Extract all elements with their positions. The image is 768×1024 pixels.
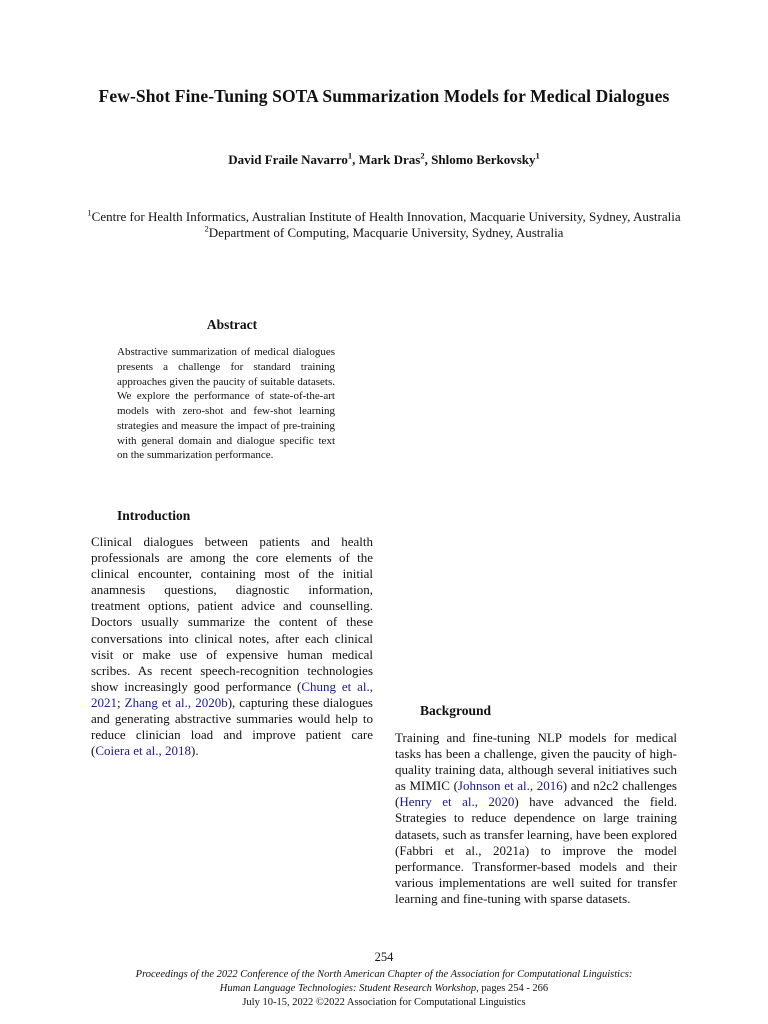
footer-line: July 10-15, 2022 ©2022 Association for Computational Linguistics: [242, 997, 526, 1008]
author-name: David Fraile Navarro: [228, 152, 348, 167]
paper-title: Few-Shot Fine-Tuning SOTA Summarization Models for Medical Dialogues: [98, 86, 670, 106]
page-number: 254: [374, 950, 394, 964]
affiliation-text: Department of Computing, Macquarie University, Sydney, Australia: [208, 225, 564, 240]
text-run: ).: [191, 743, 199, 759]
author-affiliation-mark: 1: [535, 150, 540, 161]
abstract-heading: Abstract: [206, 317, 258, 332]
introduction-heading: Introduction: [117, 508, 191, 523]
citation-link[interactable]: Johnson et al., 2016: [457, 778, 563, 794]
author-name: Shlomo Berkovsky: [431, 152, 536, 167]
text-run: Training and fine-tuning NLP models for medical tasks has been a challenge, given the paucity of high-quality training data, although several initiatives such as MIMIC (: [395, 730, 677, 794]
footer-line: [0, 982, 768, 996]
background-paragraph: [395, 730, 677, 907]
text-run: ) and n2c2 challenges (: [395, 778, 677, 810]
citation-link[interactable]: Henry et al., 2020: [399, 794, 515, 810]
author-affiliation-mark: 1: [347, 150, 353, 161]
introduction-paragraph: [91, 534, 373, 759]
affiliation-text: Centre for Health Informatics, Australian Institute of Health Innovation, Macquarie University, Sydney, Australia: [91, 209, 681, 224]
footer-line: Proceedings of the 2022 Conference of the North American Chapter of the Association for Computational Linguistics:: [135, 969, 633, 980]
affiliation-list: [0, 209, 768, 241]
text-run: ;: [117, 694, 125, 710]
footer-venue: Human Language Technologies: Student Research Workshop: [219, 983, 477, 994]
footer-pages: , pages 254 - 266: [476, 983, 549, 994]
citation-link[interactable]: Coiera et al., 2018: [95, 743, 192, 759]
background-heading: Background: [420, 703, 492, 718]
proceedings-footer: [0, 968, 768, 1010]
author-separator: ,: [424, 152, 432, 167]
text-run: Clinical dialogues between patients and health professionals are among the core elements of the clinical encounter, containing most of the initial anamnesis questions, diagnostic information, treatment options, patient advice and counselling. Doctors usually summarize the content of these conversations into clinical notes, after each clinical visit or make use of expensive human medical scribes. As recent speech-recognition technologies show increasingly good performance (: [91, 534, 373, 694]
citation-link[interactable]: Zhang et al., 2020b: [124, 694, 228, 710]
citation-link[interactable]: Chung et al., 2021: [91, 678, 373, 710]
author-list: [0, 152, 768, 168]
author-affiliation-mark: 2: [420, 150, 425, 161]
affiliation-mark: 1: [87, 207, 92, 218]
author-separator: ,: [352, 152, 359, 167]
text-run: ), capturing these dialogues and generating abstractive summaries would help to reduce clinician load and improve patient care (: [91, 694, 373, 759]
affiliation: [0, 225, 768, 241]
affiliation-mark: 2: [204, 223, 209, 234]
abstract-text: Abstractive summarization of medical dialogues presents a challenge for standard training approaches given the paucity of suitable datasets. We explore the performance of state-of-the-art models with zero-shot and few-shot learning strategies and measure the impact of pre-training with general domain and dialogue specific text on the summarization performance.: [117, 346, 335, 462]
author-name: Mark Dras: [358, 152, 421, 167]
text-run: ) have advanced the field. Strategies to reduce dependence on large training datasets, such as transfer learning, have been explored (Fabbri et al., 2021a) to improve the model performance. Transformer-based models and their various implementations are well suited for transfer learning and fine-tuning with sparse datasets.: [395, 794, 677, 906]
affiliation: [0, 209, 768, 225]
